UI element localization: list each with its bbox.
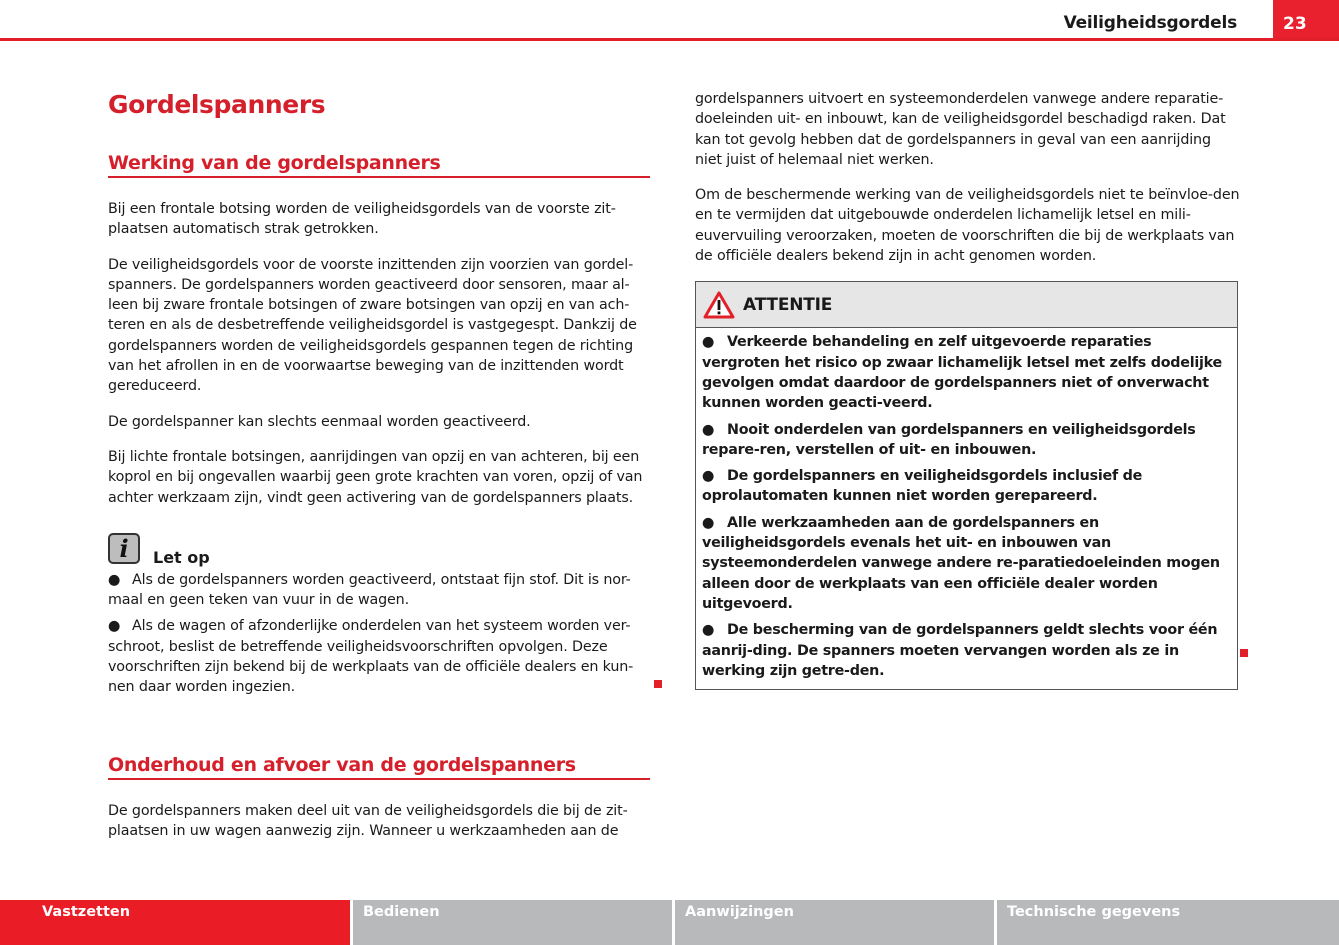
tab-bedienen[interactable]: Bedienen: [353, 900, 675, 945]
page-title: Gordelspanners: [108, 90, 326, 119]
info-icon: i: [108, 533, 140, 564]
warning-header: [696, 282, 1237, 328]
bullet-icon: ●: [702, 514, 715, 531]
warning-bullet: [702, 332, 1231, 413]
warning-bullet-text: De gordelspanners en veiligheidsgordels inclusief de oprolautomaten kunnen niet worden gerepareerd.: [702, 468, 1143, 505]
tab-aanwijzingen[interactable]: Aanwijzingen: [675, 900, 997, 945]
paragraph: De gordelspanners maken deel uit van de veiligheidsgordels die bij de zit-plaatsen in uw wagen aanwezig zijn. Wanneer u werkzaamheden aan de: [108, 803, 628, 840]
warning-bullet-text: Nooit onderdelen van gordelspanners en veiligheidsgordels repare-ren, verstellen of uit- en inbouwen.: [702, 421, 1196, 458]
chapter-title: Veiligheidsgordels: [1063, 13, 1237, 33]
warning-bullet: [702, 420, 1231, 461]
paragraph: Bij een frontale botsing worden de veiligheidsgordels van de voorste zit-plaatsen automatisch strak getrokken.: [108, 201, 616, 238]
paragraph: Bij lichte frontale botsingen, aanrijdingen van opzij en van achteren, bij een koprol en bij ongevallen waarbij geen grote krachten van voren, opzij of van achter werkzaam zijn, vindt geen activering van de gordelspanners plaats.: [108, 448, 643, 506]
section-end-marker: [1240, 649, 1248, 657]
chapter-nav: [0, 900, 1339, 945]
warning-body: [696, 328, 1237, 689]
warning-bullet-text: Alle werkzaamheden aan de gordelspanners en veiligheidsgordels evenals het uit- en inbouwen van systeemonderdelen vanwege andere re-paratiedoeleinden mogen alleen door de werkplaats van een officiële dealer worden uitgevoerd.: [702, 514, 1220, 612]
note-bullet: [108, 616, 653, 697]
section-heading-werking: Werking van de gordelspanners: [108, 152, 650, 178]
warning-bullet: [702, 620, 1231, 681]
left-column: [108, 86, 653, 704]
tab-technische-gegevens[interactable]: Technische gegevens: [997, 900, 1339, 945]
warning-bullet: [702, 466, 1231, 507]
tab-vastzetten[interactable]: Vastzetten: [0, 900, 353, 945]
warning-box: [695, 281, 1238, 690]
note-bullet: [108, 570, 653, 611]
paragraph: Om de beschermende werking van de veiligheidsgordels niet te beïnvloe-den en te vermijden dat uitgebouwde onderdelen lichamelijk letsel en mili-euvervuiling veroorzaken, moeten de voorschriften die bij de werkplaats van de officiële dealers bekend zijn in acht genomen worden.: [695, 187, 1240, 265]
warning-bullet-text: Verkeerde behandeling en zelf uitgevoerde reparaties vergroten het risico op zwaar lichamelijk letsel met zelfs dodelijke gevolgen omdat daardoor de gordelspanners niet of onverwacht kunnen worden geacti-veerd.: [702, 334, 1223, 412]
bullet-icon: ●: [702, 468, 715, 485]
right-column: [695, 89, 1240, 690]
paragraph: De veiligheidsgordels voor de voorste inzittenden zijn voorzien van gordel-spanners. De gordelspanners worden geactiveerd door sensoren, maar al-leen bij zware frontale botsingen of zware botsingen van opzij en van ach-teren en als de desbetreffende veiligheidsgordel is vastgegespt. Dankzij de gordelspanners worden de veiligheidsgordels gespannen tegen de richting van het afrollen in en de voorwaartse beweging van de inzittenden wordt gereduceerd.: [108, 256, 637, 395]
warning-bullet-text: De bescherming van de gordelspanners geldt slechts voor één aanrij-ding. De spanners moeten vervangen worden als ze in werking zijn getre-den.: [702, 622, 1218, 679]
warning-triangle-icon: [703, 291, 735, 319]
note-bullet-text: Als de wagen of afzonderlijke onderdelen van het systeem worden ver-schroot, beslist de betreffende veiligheidsvoorschriften opvolgen. Deze voorschriften zijn bekend bij de werkplaats van de officiële dealers en kun-nen daar worden ingezien.: [108, 618, 634, 696]
left-column-section2: [108, 754, 653, 857]
warning-title: ATTENTIE: [743, 294, 833, 315]
section-heading-onderhoud: Onderhoud en afvoer van de gordelspanners: [108, 754, 650, 780]
paragraph: De gordelspanner kan slechts eenmaal worden geactiveerd.: [108, 413, 531, 430]
bullet-icon: ●: [108, 618, 121, 635]
bullet-icon: ●: [702, 421, 715, 438]
note-title: Let op: [153, 547, 210, 567]
section-end-marker: [654, 680, 662, 688]
bullet-icon: ●: [108, 571, 121, 588]
paragraph: gordelspanners uitvoert en systeemonderdelen vanwege andere reparatie-doeleinden uit- en inbouwt, kan de veiligheidsgordel beschadigd raken. Dat kan tot gevolg hebben dat de gordelspanners in geval van een aanrijding niet juist of helemaal niet werken.: [695, 91, 1226, 168]
note-header: [108, 533, 653, 567]
warning-bullet: [702, 513, 1231, 614]
note-bullet-text: Als de gordelspanners worden geactiveerd, ontstaat fijn stof. Dit is nor-maal en geen teken van vuur in de wagen.: [108, 571, 631, 609]
bullet-icon: ●: [702, 334, 715, 351]
page-number: 23: [1273, 0, 1339, 41]
header-divider: [0, 38, 1339, 41]
bullet-icon: ●: [702, 622, 715, 639]
